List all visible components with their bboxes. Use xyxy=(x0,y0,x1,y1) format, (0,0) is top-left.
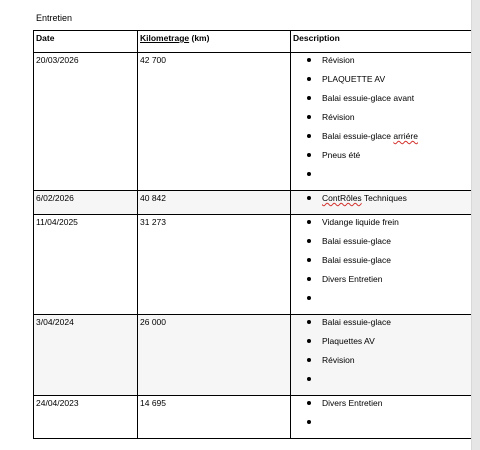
list-item-text: Plaquettes AV xyxy=(322,336,375,346)
list-item xyxy=(293,254,472,273)
maintenance-table xyxy=(33,30,475,439)
header-description: Description xyxy=(291,31,475,53)
date-cell: 3/04/2024 xyxy=(34,315,138,396)
list-item xyxy=(293,397,472,416)
table-row xyxy=(34,191,475,215)
list-item-text: Révision xyxy=(322,112,355,122)
list-item xyxy=(293,273,472,292)
date-cell: 24/04/2023 xyxy=(34,396,138,439)
description-cell xyxy=(291,215,475,315)
list-item-text: Balai essuie-glace avant xyxy=(322,93,415,103)
bullet-icon xyxy=(307,377,311,381)
spelling-flagged-word: arriére xyxy=(393,131,418,141)
list-item-text: Pneus été xyxy=(322,150,361,160)
list-item xyxy=(293,111,472,130)
list-item xyxy=(293,316,472,335)
bullet-icon xyxy=(307,420,311,424)
vertical-scrollbar[interactable] xyxy=(471,0,480,450)
kilometrage-cell: 40 842 xyxy=(138,191,291,215)
list-item-text: Balai essuie-glace xyxy=(322,317,391,327)
description-cell xyxy=(291,53,475,191)
bullet-icon xyxy=(307,96,311,100)
bullet-icon xyxy=(307,239,311,243)
table-row xyxy=(34,53,475,191)
date-cell: 20/03/2026 xyxy=(34,53,138,191)
description-list xyxy=(293,54,472,187)
list-item xyxy=(293,216,472,235)
list-item-text: Balai essuie-glace xyxy=(322,255,391,265)
list-item xyxy=(293,92,472,111)
list-item xyxy=(293,373,472,392)
bullet-icon xyxy=(307,58,311,62)
description-cell xyxy=(291,191,475,215)
description-list xyxy=(293,216,472,311)
list-item-text: PLAQUETTE AV xyxy=(322,74,386,84)
bullet-icon xyxy=(307,196,311,200)
list-item-text: Balai essuie-glace xyxy=(322,236,391,246)
header-kilometrage xyxy=(138,31,291,53)
date-cell: 6/02/2026 xyxy=(34,191,138,215)
bullet-icon xyxy=(307,153,311,157)
list-item xyxy=(293,354,472,373)
bullet-icon xyxy=(307,258,311,262)
table-row xyxy=(34,396,475,439)
header-kilometrage-unit: (km) xyxy=(189,33,210,43)
list-item xyxy=(293,130,472,149)
date-cell: 11/04/2025 xyxy=(34,215,138,315)
table-row xyxy=(34,215,475,315)
document-title: Entretien xyxy=(36,13,73,23)
list-item xyxy=(293,54,472,73)
list-item-text: Révision xyxy=(322,355,355,365)
list-item xyxy=(293,235,472,254)
list-item-text: Divers Entretien xyxy=(322,274,383,284)
list-item-text: Divers Entretien xyxy=(322,398,383,408)
list-item xyxy=(293,416,472,435)
kilometrage-cell: 14 695 xyxy=(138,396,291,439)
bullet-icon xyxy=(307,277,311,281)
bullet-icon xyxy=(307,401,311,405)
list-item xyxy=(293,335,472,354)
table-body xyxy=(34,53,475,439)
list-item-text: Techniques xyxy=(361,193,407,203)
list-item-text: Révision xyxy=(322,55,355,65)
bullet-icon xyxy=(307,77,311,81)
kilometrage-cell: 31 273 xyxy=(138,215,291,315)
bullet-icon xyxy=(307,320,311,324)
list-item xyxy=(293,73,472,92)
description-list xyxy=(293,316,472,392)
bullet-icon xyxy=(307,134,311,138)
list-item xyxy=(293,149,472,168)
table-header-row xyxy=(34,31,475,53)
list-item-text: Vidange liquide frein xyxy=(322,217,399,227)
table-row xyxy=(34,315,475,396)
kilometrage-cell: 42 700 xyxy=(138,53,291,191)
bullet-icon xyxy=(307,220,311,224)
spelling-flagged-word: ContRôles xyxy=(322,193,362,203)
bullet-icon xyxy=(307,358,311,362)
description-cell xyxy=(291,396,475,439)
header-kilometrage-word: Kilometrage xyxy=(140,33,190,43)
header-date: Date xyxy=(34,31,138,53)
list-item-text: Balai essuie-glace xyxy=(322,131,394,141)
description-cell xyxy=(291,315,475,396)
list-item xyxy=(293,292,472,311)
bullet-icon xyxy=(307,115,311,119)
bullet-icon xyxy=(307,339,311,343)
bullet-icon xyxy=(307,296,311,300)
list-item xyxy=(293,168,472,187)
kilometrage-cell: 26 000 xyxy=(138,315,291,396)
description-list xyxy=(293,192,472,211)
list-item xyxy=(293,192,472,211)
bullet-icon xyxy=(307,172,311,176)
description-list xyxy=(293,397,472,435)
